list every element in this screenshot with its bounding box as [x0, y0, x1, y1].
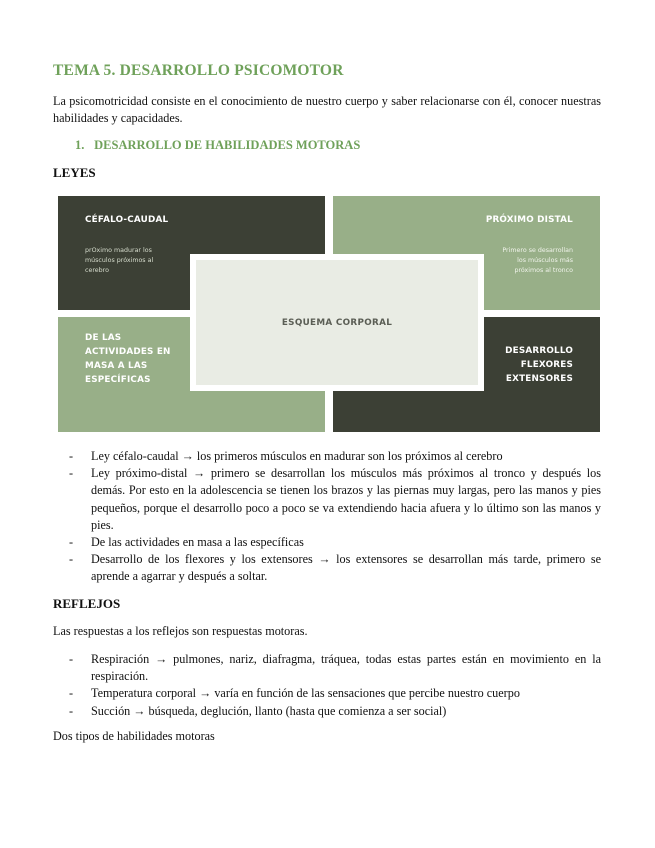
list-item-text: Ley céfalo-caudal → los primeros músculos en madurar son los próximos al cerebro: [91, 449, 503, 463]
list-item: [69, 448, 601, 465]
list-item-text: Temperatura corporal → varía en función de las sensaciones que percibe nuestro cuerpo: [91, 686, 520, 701]
list-item-text: Respiración → pulmones, nariz, diafragma, tráquea, todas estas partes están en movimiento en la respiración.: [91, 652, 601, 684]
list-item-text: Succión → búsqueda, deglución, llanto (hasta que comienza a ser social): [91, 703, 447, 718]
intro-paragraph: La psicomotricidad consiste en el conocimiento de nuestro cuerpo y saber relacionarse con él, conocer nuestras habilidades y capacidades.: [53, 94, 601, 125]
list-item: [69, 534, 601, 551]
quadrant-text: Primero se desarrollan los músculos más próximos al tronco: [502, 247, 573, 274]
list-item: [69, 651, 601, 685]
leyes-diagram: [58, 196, 600, 432]
center-esquema-corporal: ESQUEMA CORPORAL: [190, 254, 484, 391]
reflejos-intro: Las respuestas a los reflejos son respuestas motoras.: [53, 624, 308, 638]
section-label: DESARROLLO DE HABILIDADES MOTORAS: [94, 138, 361, 152]
list-item-text: De las actividades en masa a las específicas: [91, 535, 304, 550]
reflejos-heading: REFLEJOS: [53, 596, 121, 611]
section-heading-1: [75, 138, 360, 153]
list-item: [69, 703, 601, 720]
bullet-marker: -: [69, 686, 74, 701]
quadrant-heading: PRÓXIMO DISTAL: [485, 215, 573, 225]
leyes-heading: LEYES: [53, 165, 96, 180]
reflejos-list: [69, 651, 601, 720]
bullet-marker: -: [69, 703, 74, 718]
quadrant-text: prOximo madurar los músculos próximos al cerebro: [85, 247, 154, 274]
page-title: TEMA 5. DESARROLLO PSICOMOTOR: [53, 62, 344, 79]
bullet-marker: -: [69, 449, 74, 463]
list-item-text: Ley próximo-distal → primero se desarrollan los músculos más próximos al tronco y después los demás. Por esto en la adolescencia se tienen los brazos y las piernas muy largas, pero las manos y pies pequeños, porque el desarrollo poco a poco se va extendiendo hacia afuera y lo último son las manos y pies.: [91, 466, 601, 532]
bullet-marker: -: [69, 535, 74, 550]
list-item-text: Desarrollo de los flexores y los extensores → los extensores se desarrollan más tarde, primero se aprende a agarrar y después a soltar.: [91, 552, 601, 584]
list-item: [69, 551, 601, 585]
bullet-marker: -: [69, 552, 74, 567]
closing-paragraph: Dos tipos de habilidades motoras: [53, 729, 215, 743]
list-item: [69, 465, 601, 534]
quadrant-heading: DE LAS ACTIVIDADES EN MASA A LAS ESPECÍFICAS: [85, 333, 171, 385]
bullet-marker: -: [69, 652, 74, 666]
quadrant-heading: CÉFALO-CAUDAL: [85, 215, 169, 225]
section-number: 1.: [75, 138, 85, 152]
bullet-marker: -: [69, 466, 74, 481]
quadrant-heading: DESARROLLO FLEXORES EXTENSORES: [505, 346, 573, 384]
list-item: [69, 685, 601, 702]
leyes-list: [69, 448, 601, 586]
